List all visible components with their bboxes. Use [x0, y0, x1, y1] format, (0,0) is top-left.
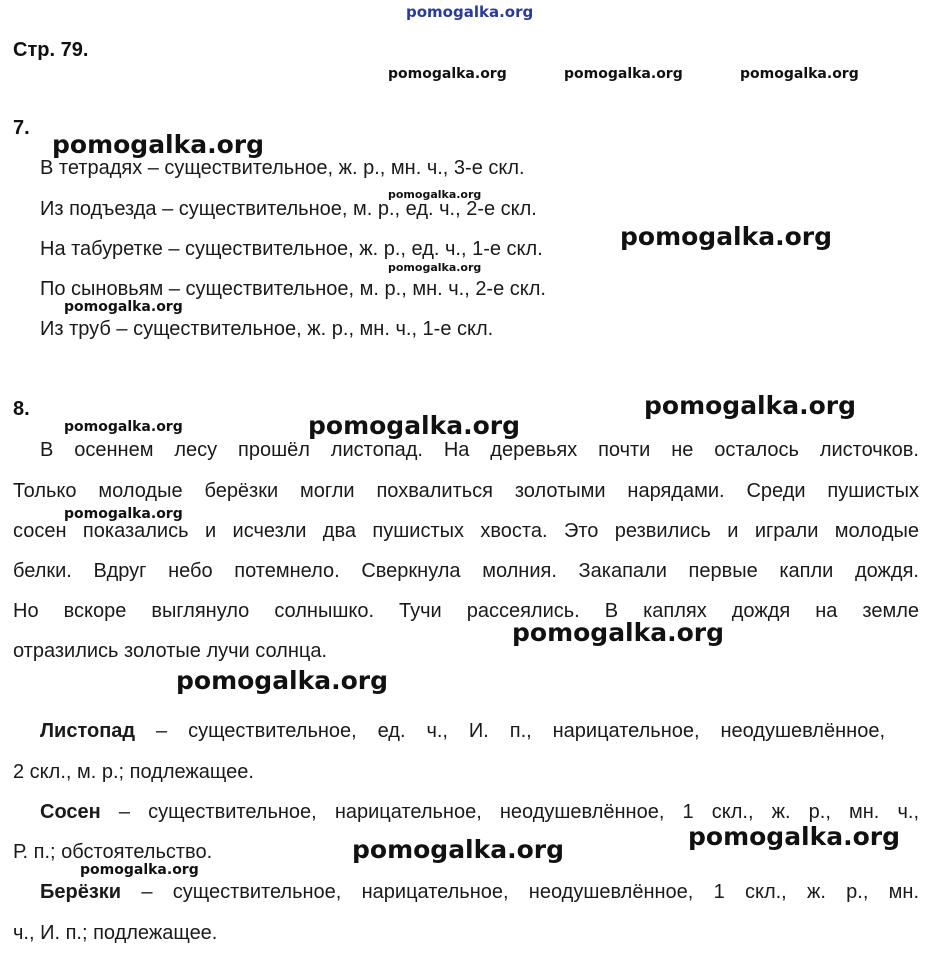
exercise-7-number: 7. — [13, 117, 30, 139]
analysis-line: ч., И. п.; подлежащее. — [13, 922, 218, 944]
exercise-8-text-line: Только молодые берёзки могли похвалиться золотыми нарядами. Среди пушистых — [13, 480, 919, 502]
analysis-line — [40, 801, 919, 824]
exercise-7-line: Из подъезда – существительное, м. р., ед. ч., 2-е скл. — [40, 198, 537, 220]
analysis-line — [40, 881, 919, 904]
analysis-word: Листопад — [40, 720, 136, 742]
watermark: pomogalka.org — [620, 222, 833, 251]
watermark: pomogalka.org — [64, 299, 183, 315]
watermark: pomogalka.org — [688, 822, 901, 851]
watermark: pomogalka.org — [64, 506, 183, 522]
watermark: pomogalka.org — [64, 419, 183, 435]
analysis-text: – существительное, ед. ч., И. п., нарицательное, неодушевлённое, — [135, 720, 885, 742]
analysis-word: Сосен — [40, 801, 101, 823]
watermark: pomogalka.org — [644, 391, 857, 420]
exercise-7-line: На табуретке – существительное, ж. р., ед. ч., 1-е скл. — [40, 238, 543, 260]
exercise-7-line: Из труб – существительное, ж. р., мн. ч., 1-е скл. — [40, 318, 494, 340]
exercise-8-text-line: В осеннем лесу прошёл листопад. На деревьях почти не осталось листочков. — [40, 439, 919, 461]
watermark: pomogalka.org — [308, 411, 521, 440]
exercise-8-text-line: белки. Вдруг небо потемнело. Сверкнула молния. Закапали первые капли дождя. — [13, 560, 919, 582]
analysis-line: 2 скл., м. р.; подлежащее. — [13, 761, 254, 783]
exercise-8-text-line: Но вскоре выглянуло солнышко. Тучи рассеялись. В каплях дождя на земле — [13, 600, 919, 622]
exercise-8-number: 8. — [13, 398, 30, 420]
watermark: pomogalka.org — [176, 666, 389, 695]
exercise-8-text-line: сосен показались и исчезли два пушистых хвоста. Это резвились и играли молодые — [13, 520, 919, 542]
analysis-line: Р. п.; обстоятельство. — [13, 841, 213, 863]
exercise-7-line: В тетрадях – существительное, ж. р., мн. ч., 3-е скл. — [40, 157, 525, 179]
watermark: pomogalka.org — [740, 66, 859, 82]
analysis-text: – существительное, нарицательное, неодушевлённое, 1 скл., ж. р., мн. ч., — [100, 801, 919, 823]
watermark: pomogalka.org — [388, 261, 482, 274]
exercise-7-line: По сыновьям – существительное, м. р., мн. ч., 2-е скл. — [40, 278, 546, 300]
page-heading: Стр. 79. — [13, 39, 89, 61]
watermark: pomogalka.org — [80, 862, 199, 878]
exercise-8-text-line: отразились золотые лучи солнца. — [13, 640, 328, 662]
watermark: pomogalka.org — [352, 835, 565, 864]
watermark: pomogalka.org — [564, 66, 683, 82]
watermark: pomogalka.org — [512, 618, 725, 647]
watermark: pomogalka.org — [388, 66, 507, 82]
analysis-text: – существительное, нарицательное, неодушевлённое, 1 скл., ж. р., мн. — [121, 881, 919, 903]
analysis-word: Берёзки — [40, 881, 122, 903]
watermark: pomogalka.org — [52, 130, 265, 159]
watermark: pomogalka.org — [388, 188, 482, 201]
analysis-line — [40, 720, 885, 743]
watermark-top: pomogalka.org — [406, 3, 534, 21]
